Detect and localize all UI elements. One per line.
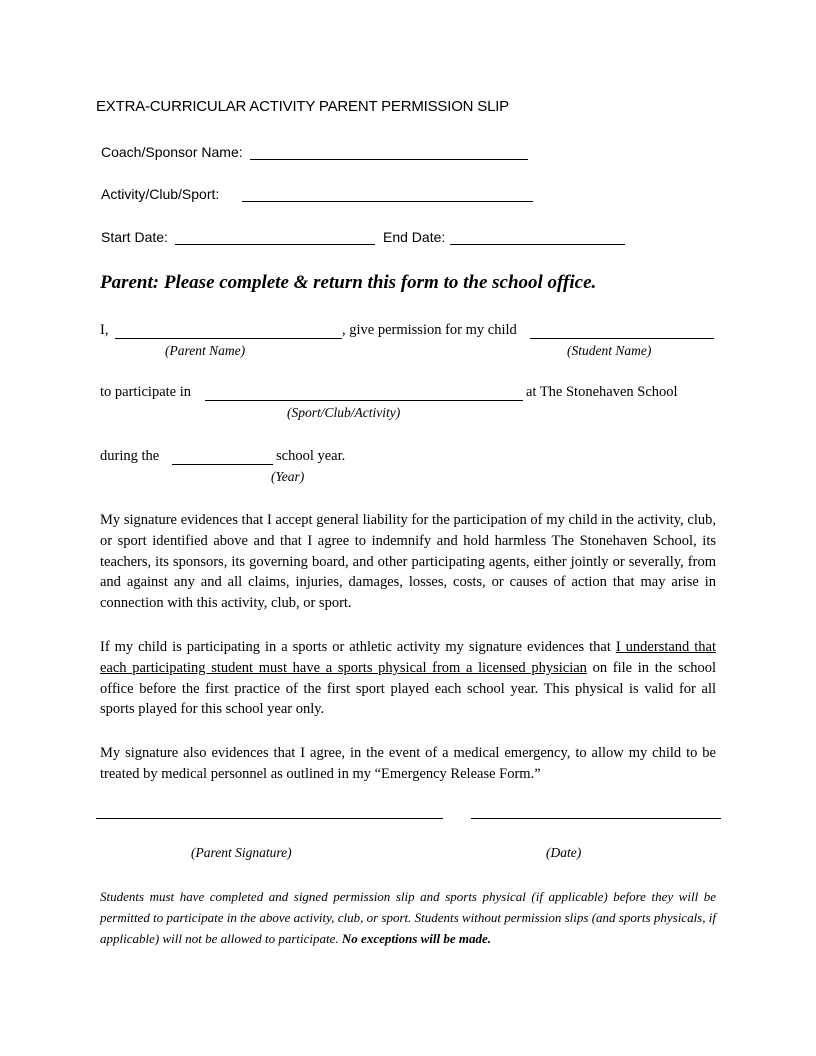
parent-instruction: Parent: Please complete & return this form to the school office. — [100, 272, 597, 293]
during-suffix: school year. — [276, 448, 346, 464]
student-name-caption: (Student Name) — [567, 343, 652, 358]
permission-prefix: I, — [100, 322, 109, 338]
coach-sponsor-label: Coach/Sponsor Name: — [101, 144, 243, 160]
physical-underlined-text: I understand that each participating student must have a sports physical from a licensed physician — [100, 639, 716, 676]
parent-signature-caption: (Parent Signature) — [191, 845, 292, 860]
student-name-field[interactable] — [530, 338, 714, 339]
activity-club-sport-field[interactable] — [242, 201, 533, 202]
sport-club-activity-field[interactable] — [205, 400, 523, 401]
parent-signature-field[interactable] — [96, 818, 443, 819]
year-caption: (Year) — [271, 469, 305, 484]
end-date-field[interactable] — [450, 244, 625, 245]
during-prefix: during the — [100, 448, 160, 464]
physical-paragraph — [100, 637, 716, 720]
participate-prefix: to participate in — [100, 384, 191, 400]
parent-name-caption: (Parent Name) — [165, 343, 246, 358]
signature-date-field[interactable] — [471, 818, 721, 819]
give-permission-text: , give permission for my child — [342, 322, 517, 338]
physical-text-before: If my child is participating in a sports or athletic activity my signature evidences that — [100, 639, 616, 655]
activity-club-sport-label: Activity/Club/Sport: — [101, 186, 220, 202]
form-title: EXTRA-CURRICULAR ACTIVITY PARENT PERMISSION SLIP — [96, 98, 509, 115]
sport-club-activity-caption: (Sport/Club/Activity) — [287, 405, 401, 420]
liability-paragraph: My signature evidences that I accept general liability for the participation of my child in the activity, club, or sport identified above and that I agree to indemnify and hold harmless The Stonehaven School, its teachers, its sponsors, its governing board, and other participating agents, either jointly or severally, from and against any and all claims, injuries, damages, losses, costs, or causes of action that may arise in connection with this activity, club, or sport. — [100, 512, 716, 612]
parent-name-field[interactable] — [115, 338, 342, 339]
start-date-label: Start Date: — [101, 229, 168, 245]
footer-note — [100, 886, 716, 949]
end-date-label: End Date: — [383, 229, 446, 245]
medical-paragraph: My signature also evidences that I agree, in the event of a medical emergency, to allow my child to be treated by medical personnel as outlined in my “Emergency Release Form.” — [100, 745, 716, 782]
signature-date-caption: (Date) — [546, 845, 582, 860]
start-date-field[interactable] — [175, 244, 375, 245]
footer-emphasis: No exceptions will be made. — [341, 931, 492, 946]
year-field[interactable] — [172, 464, 273, 465]
physical-text-after: on file in the school office before the first practice of the first sport played each school year. This physical is valid for all sports played for this school year only. — [100, 659, 716, 718]
participate-suffix: at The Stonehaven School — [526, 384, 678, 400]
footer-note-text: Students must have completed and signed permission slip and sports physical (if applicable) before they will be permitted to participate in the above activity, club, or sport. Students without permission slips (and sports physicals, if applicable) will not be allowed to participate. — [100, 889, 716, 946]
coach-sponsor-name-field[interactable] — [250, 159, 528, 160]
